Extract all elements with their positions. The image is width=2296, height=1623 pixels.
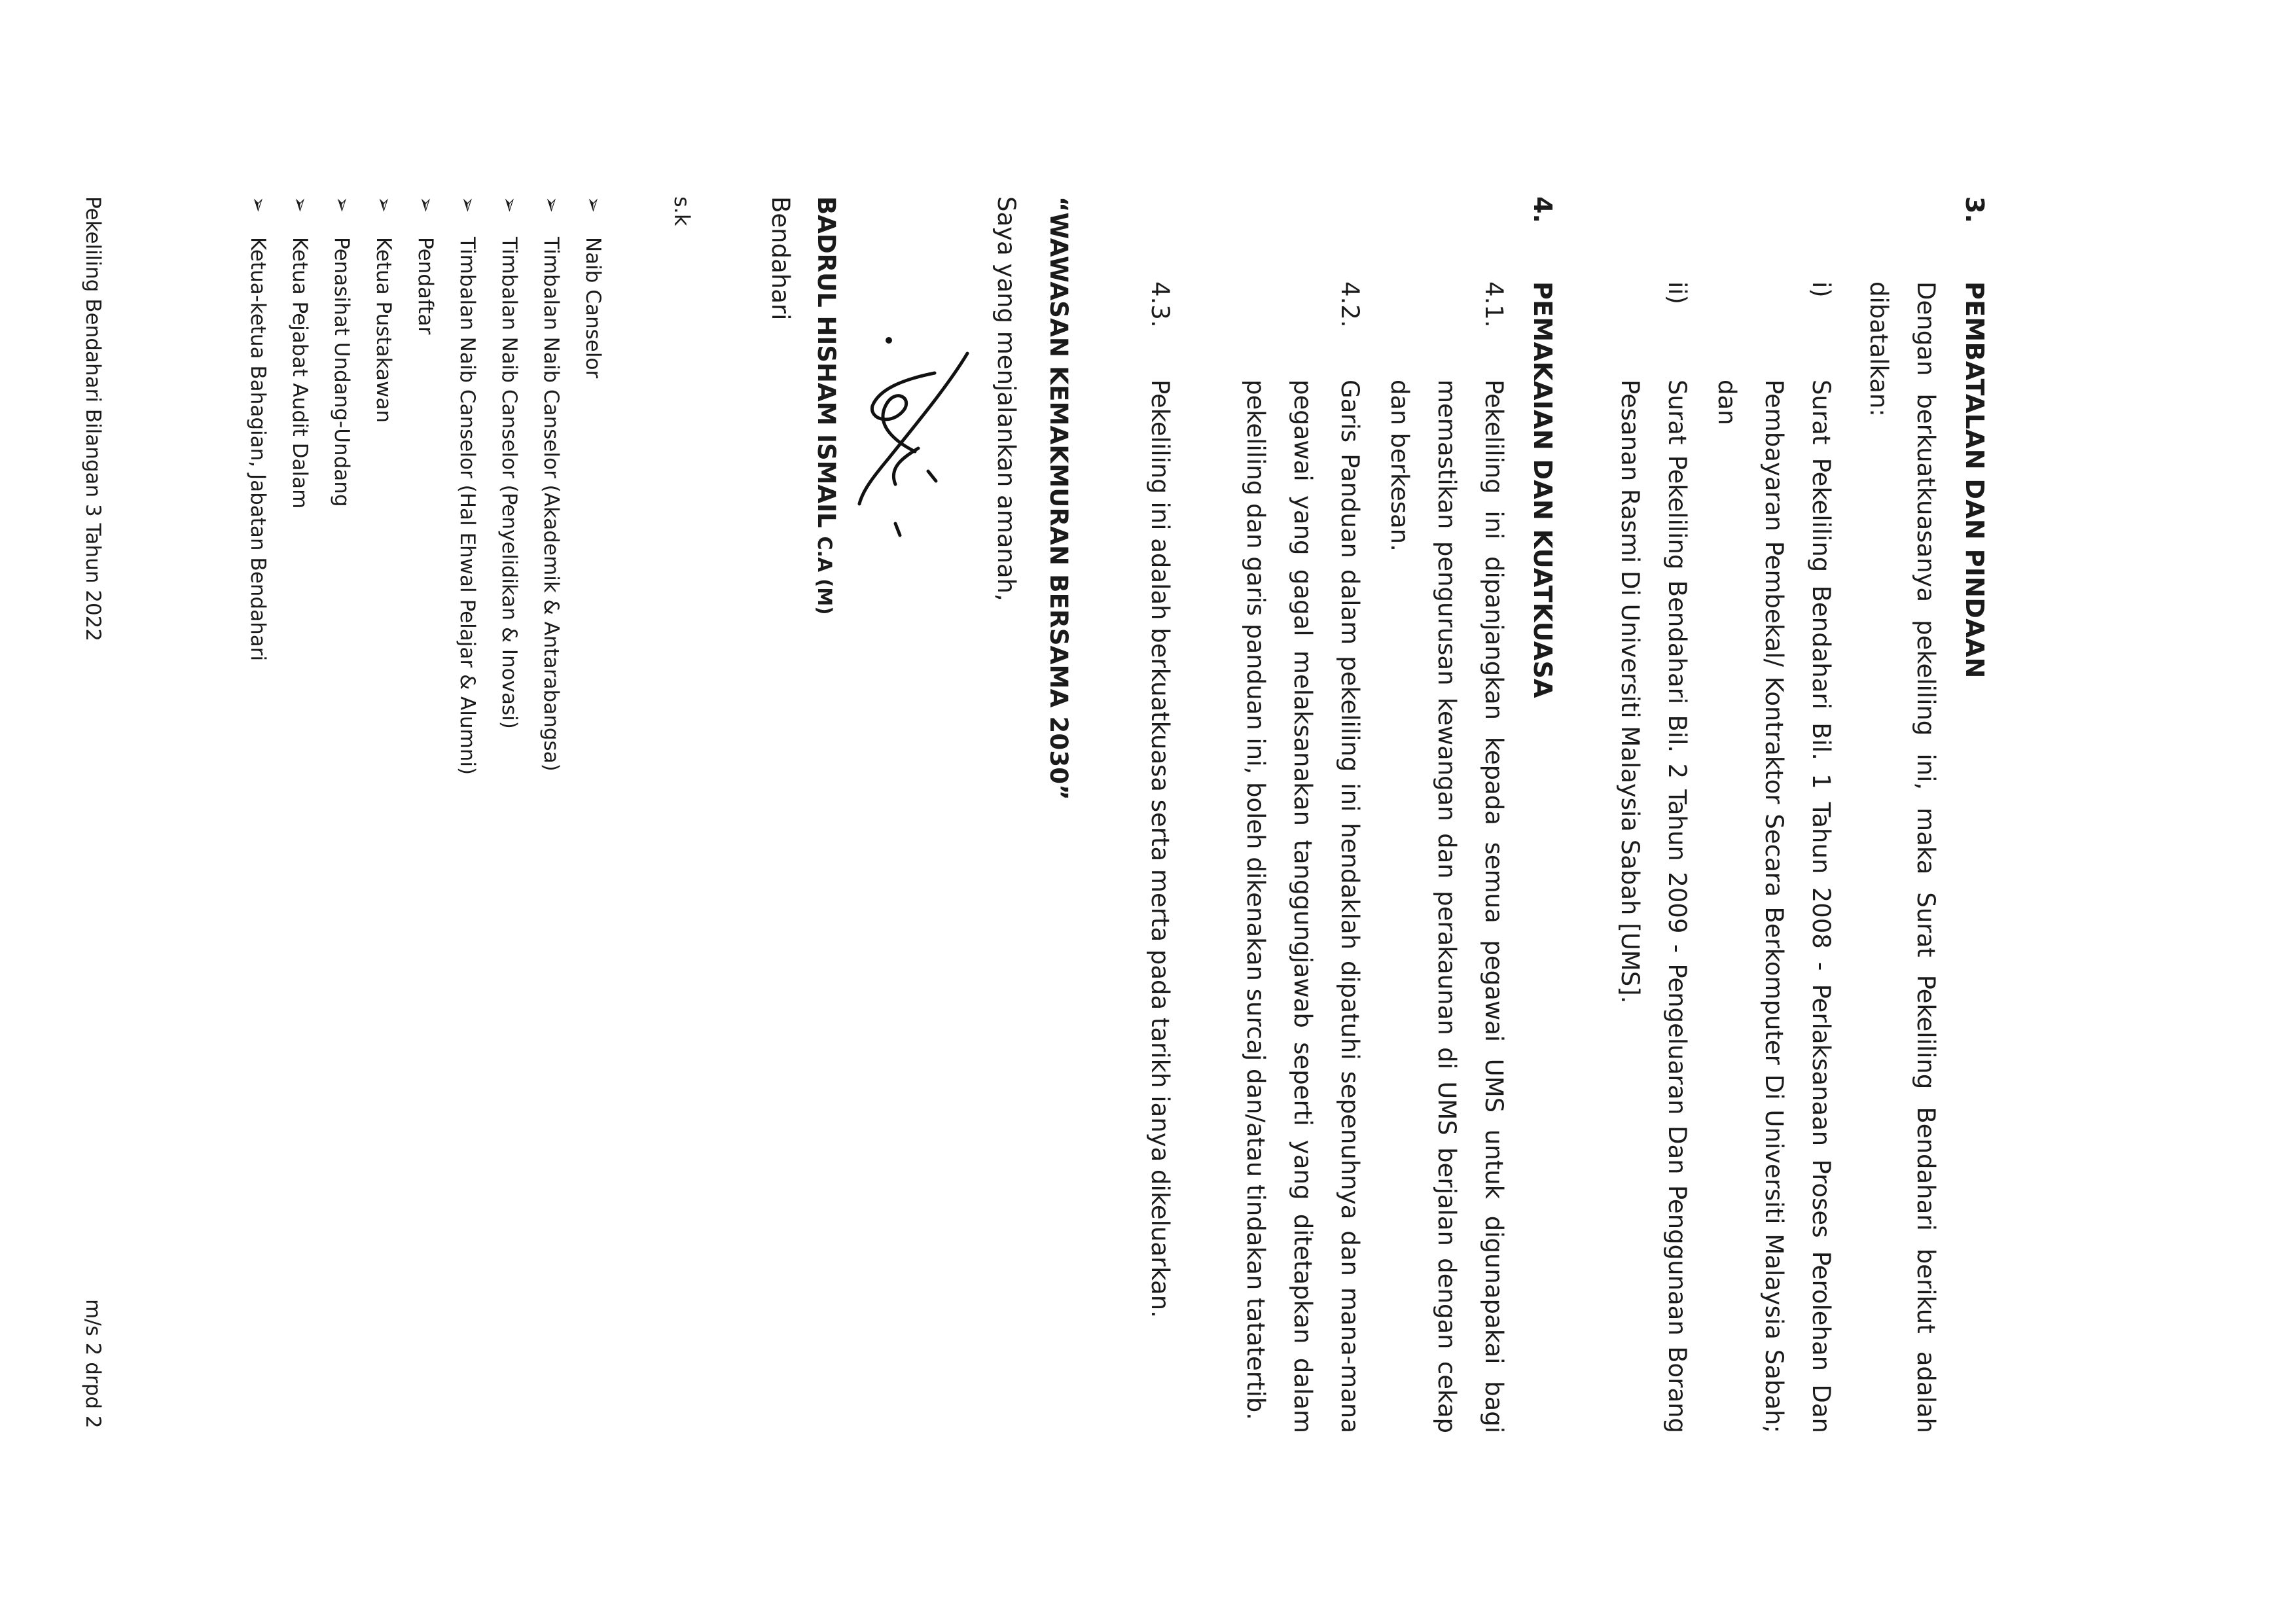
footer-circular-ref: Pekeliling Bendahari Bilangan 3 Tahun 2022 [81, 196, 105, 642]
section-3-heading: PEMBATALAN DAN PINDAAN [1960, 281, 1989, 679]
arrowhead-bullet-icon: ➢ [498, 196, 521, 213]
signatory-name [801, 196, 850, 615]
list-item: ➢ Ketua-ketua Bahagian, Jabatan Bendahari [237, 196, 279, 775]
section-3-item-1-text: Surat Pekeliling Bendahari Bil. 1 Tahun 2008 - Perlaksanaan Proses Perolehan Dan Pembayaran Pembekal/ Kontraktor Secara Berkomputer Di Universiti Malaysia Sabah; dan [1713, 380, 1835, 1433]
list-item: ➢ Naib Canselor [572, 196, 614, 775]
list-item: ➢ Penasihat Undang-Undang [321, 196, 363, 775]
arrowhead-bullet-icon: ➢ [582, 196, 605, 213]
section-3-item-1-label: i) [1807, 281, 1835, 298]
signatory-name-text: BADRUL HISHAM ISMAIL [812, 196, 840, 528]
cc-list [237, 196, 614, 775]
cc-label: s.k [670, 196, 694, 226]
list-item: ➢ Timbalan Naib Canselor (Akademik & Antarabangsa) [530, 196, 572, 775]
list-item: ➢ Ketua Pejabat Audit Dalam [279, 196, 321, 775]
list-item: ➢ Timbalan Naib Canselor (Penyelidikan & Inovasi) [488, 196, 530, 775]
arrowhead-bullet-icon: ➢ [289, 196, 312, 213]
footer-page-number: m/s 2 drpd 2 [81, 1299, 105, 1429]
section-3-intro: Dengan berkuatkuasanya pekeliling ini, maka Surat Pekeliling Bendahari berikut adalah dibatalkan: [1865, 281, 1940, 1433]
signatory-title: Bendahari [766, 196, 795, 321]
arrowhead-bullet-icon: ➢ [456, 196, 479, 213]
section-3-item-2-text: Surat Pekeliling Bendahari Bil. 2 Tahun 2009 - Pengeluaran Dan Penggunaan Borang Pesanan Rasmi Di Universiti Malaysia Sabah [UMS]. [1616, 380, 1691, 1433]
list-item: ➢ Timbalan Naib Canselor (Hal Ehwal Pelajar & Alumni) [446, 196, 488, 775]
section-4-number: 4. [1528, 196, 1557, 223]
section-4-item-2-label: 4.2. [1336, 281, 1364, 328]
arrowhead-bullet-icon: ➢ [372, 196, 395, 213]
section-4-item-1-label: 4.1. [1480, 281, 1508, 328]
list-item: ➢ Ketua Pustakawan [363, 196, 404, 775]
list-item: ➢ Pendaftar [404, 196, 446, 775]
section-4-item-2-text: Garis Panduan dalam pekeliling ini hendaklah dipatuhi sepenuhnya dan mana-mana pegawai yang gagal melaksanakan tanggungjawab seperti yang ditetapkan dalam pekeliling dan garis panduan ini, boleh dikenakan surcaj dan/atau tindakan tatatertib. [1242, 380, 1364, 1433]
signatory-credential: C.A (M) [814, 536, 836, 615]
arrowhead-bullet-icon: ➢ [247, 196, 270, 213]
signature-image [850, 327, 994, 563]
section-4-item-3-label: 4.3. [1146, 281, 1174, 328]
arrowhead-bullet-icon: ➢ [540, 196, 563, 213]
section-3-number: 3. [1960, 196, 1989, 223]
motto: “WAWASAN KEMAKMURAN BERSAMA 2030” [1045, 196, 1073, 800]
arrowhead-bullet-icon: ➢ [414, 196, 437, 213]
section-3-item-2-label: ii) [1663, 281, 1691, 304]
section-4-item-1-text: Pekeliling ini dipanjangkan kepada semua pegawai UMS untuk digunapakai bagi memastikan pengurusan kewangan dan perakaunan di UMS berjalan dengan cekap dan berkesan. [1386, 380, 1508, 1433]
section-4-heading: PEMAKAIAN DAN KUATKUASA [1528, 281, 1557, 698]
salutation: Saya yang menjalankan amanah, [992, 196, 1020, 601]
section-4-item-3-text: Pekeliling ini adalah berkuatkuasa serta merta pada tarikh ianya dikeluarkan. [1146, 380, 1174, 1318]
arrowhead-bullet-icon: ➢ [331, 196, 353, 213]
